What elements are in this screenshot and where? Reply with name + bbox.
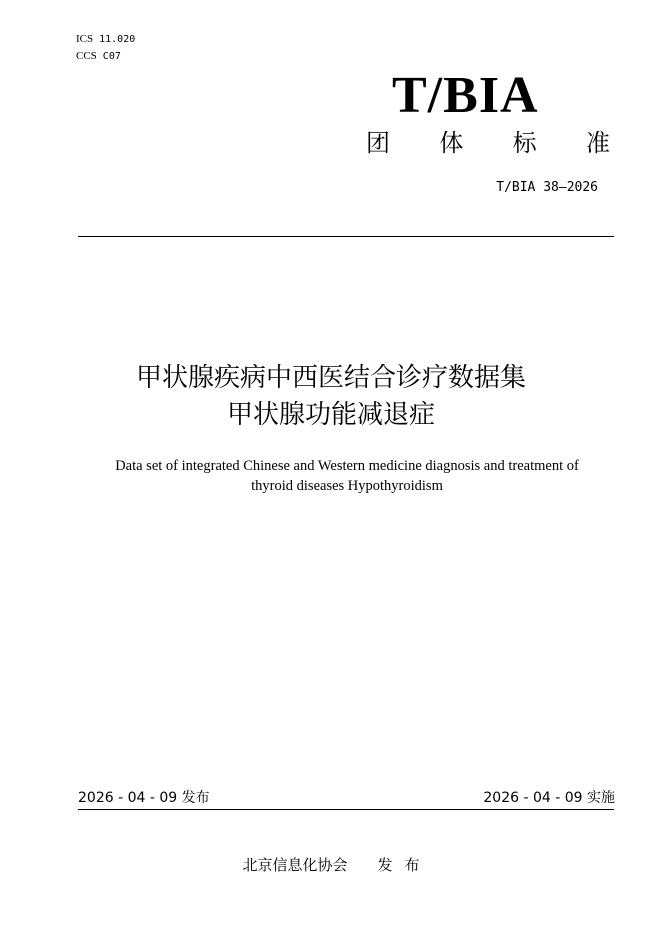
publish-date: 2026 - 04 - 09 发布 [78, 790, 210, 806]
publisher-action: 发布 [377, 856, 432, 874]
standard-type-char: 团 [366, 129, 390, 157]
ccs-line [76, 50, 121, 63]
ccs-code: C07 [102, 51, 121, 62]
ccs-label: CCS [76, 50, 97, 62]
title-en-line2: thyroid diseases Hypothyroidism [251, 478, 443, 494]
title-en [80, 456, 614, 496]
standard-number: T/BIA 38—2026 [496, 180, 598, 195]
standard-type-char: 体 [439, 129, 464, 157]
ics-line [76, 33, 135, 46]
implement-date: 2026 - 04 - 09 实施 [483, 790, 615, 806]
ics-label: ICS [76, 33, 94, 45]
publisher-name: 北京信息化协会 [242, 856, 348, 874]
title-cn-line2: 甲状腺功能减退症 [226, 400, 435, 430]
title-en-line1: Data set of integrated Chinese and Western medicine diagnosis and treatment of [115, 458, 579, 474]
standard-type [366, 128, 610, 158]
publisher [0, 855, 662, 875]
ics-code: 11.020 [99, 34, 136, 45]
footer-divider [78, 809, 614, 810]
tbia-logo: T/BIA [392, 67, 539, 124]
standard-type-char: 标 [512, 129, 537, 157]
title-cn-line1: 甲状腺疾病中西医结合诊疗数据集 [135, 363, 526, 393]
header-divider [78, 236, 614, 237]
standard-type-char: 准 [585, 129, 610, 157]
